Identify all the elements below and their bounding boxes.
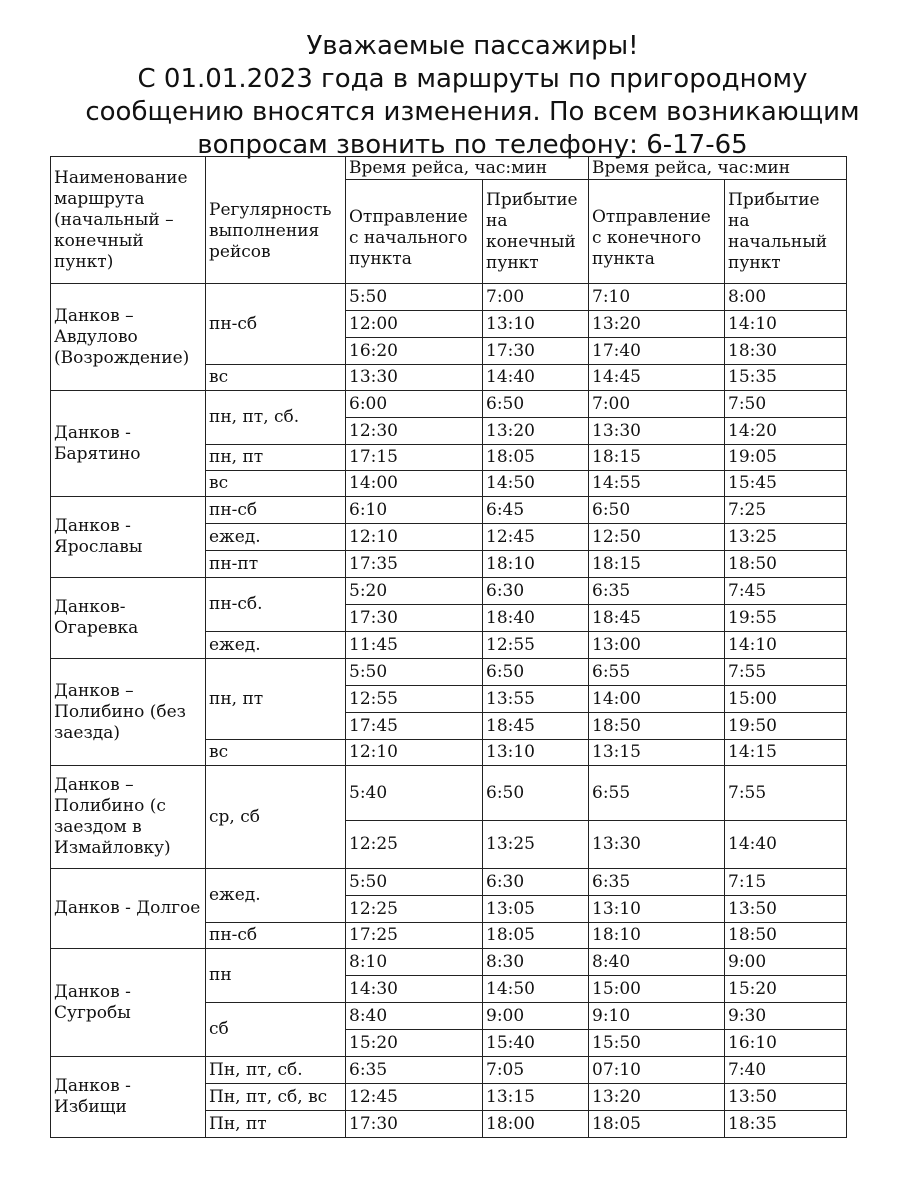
arrive-start-time: 14:10	[725, 632, 847, 659]
arrive-start-time: 15:00	[725, 686, 847, 713]
header-trip-time-return: Время рейса, час:мин	[589, 157, 847, 180]
depart-start-time: 5:40	[346, 766, 483, 821]
arrive-end-time: 6:45	[483, 497, 589, 524]
depart-start-time: 6:00	[346, 391, 483, 418]
regularity: Пн, пт, сб.	[206, 1057, 346, 1084]
schedule-row	[51, 391, 847, 418]
depart-end-time: 18:15	[589, 551, 725, 578]
depart-end-time: 9:10	[589, 1003, 725, 1030]
arrive-start-time: 14:40	[725, 821, 847, 869]
arrive-start-time: 15:35	[725, 365, 847, 391]
arrive-end-time: 13:55	[483, 686, 589, 713]
regularity: ежед.	[206, 869, 346, 923]
arrive-start-time: 19:50	[725, 713, 847, 740]
header-trip-time-outbound: Время рейса, час:мин	[346, 157, 589, 180]
depart-start-time: 17:45	[346, 713, 483, 740]
depart-start-time: 12:30	[346, 418, 483, 445]
arrive-end-time: 13:10	[483, 740, 589, 766]
depart-end-time: 7:10	[589, 284, 725, 311]
arrive-end-time: 9:00	[483, 1003, 589, 1030]
regularity: пн, пт	[206, 445, 346, 471]
arrive-end-time: 12:55	[483, 632, 589, 659]
depart-end-time: 6:55	[589, 659, 725, 686]
depart-end-time: 17:40	[589, 338, 725, 365]
depart-end-time: 13:15	[589, 740, 725, 766]
route-name: Данков - Ярославы	[51, 497, 206, 578]
schedule-row	[51, 949, 847, 976]
depart-end-time: 13:10	[589, 896, 725, 923]
arrive-start-time: 13:50	[725, 1084, 847, 1111]
regularity: пн-пт	[206, 551, 346, 578]
arrive-end-time: 6:30	[483, 578, 589, 605]
arrive-end-time: 18:45	[483, 713, 589, 740]
arrive-end-time: 13:05	[483, 896, 589, 923]
schedule-row	[51, 766, 847, 821]
arrive-end-time: 8:30	[483, 949, 589, 976]
arrive-start-time: 18:35	[725, 1111, 847, 1138]
regularity: ежед.	[206, 524, 346, 551]
route-name: Данков - Долгое	[51, 869, 206, 949]
arrive-start-time: 7:55	[725, 766, 847, 821]
arrive-end-time: 7:05	[483, 1057, 589, 1084]
schedule-row	[51, 284, 847, 311]
regularity: пн-сб	[206, 497, 346, 524]
arrive-end-time: 7:00	[483, 284, 589, 311]
arrive-end-time: 6:50	[483, 391, 589, 418]
depart-start-time: 17:25	[346, 923, 483, 949]
depart-end-time: 18:05	[589, 1111, 725, 1138]
notice-line: сообщению вносятся изменения. По всем возникающим	[85, 97, 860, 127]
schedule-row	[51, 578, 847, 605]
route-name: Данков – Полибино (с заездом в Измайловку)	[51, 766, 206, 869]
arrive-start-time: 13:50	[725, 896, 847, 923]
regularity: Пн, пт, сб, вс	[206, 1084, 346, 1111]
arrive-start-time: 18:30	[725, 338, 847, 365]
notice-phone-line: вопросам звонить по телефону: 6-17-65	[197, 130, 748, 160]
arrive-end-time: 18:40	[483, 605, 589, 632]
arrive-end-time: 18:05	[483, 923, 589, 949]
arrive-start-time: 7:25	[725, 497, 847, 524]
depart-start-time: 8:40	[346, 1003, 483, 1030]
arrive-start-time: 19:55	[725, 605, 847, 632]
depart-end-time: 12:50	[589, 524, 725, 551]
arrive-end-time: 17:30	[483, 338, 589, 365]
depart-start-time: 17:30	[346, 605, 483, 632]
depart-end-time: 7:00	[589, 391, 725, 418]
header-arrive-start: Прибытие на начальный пункт	[725, 180, 847, 284]
arrive-start-time: 14:10	[725, 311, 847, 338]
depart-start-time: 17:35	[346, 551, 483, 578]
arrive-end-time: 13:20	[483, 418, 589, 445]
depart-start-time: 14:00	[346, 471, 483, 497]
depart-start-time: 12:55	[346, 686, 483, 713]
regularity: пн-сб.	[206, 578, 346, 632]
arrive-start-time: 13:25	[725, 524, 847, 551]
depart-start-time: 16:20	[346, 338, 483, 365]
arrive-start-time: 14:20	[725, 418, 847, 445]
depart-start-time: 5:50	[346, 869, 483, 896]
arrive-end-time: 14:50	[483, 976, 589, 1003]
depart-start-time: 5:50	[346, 659, 483, 686]
depart-end-time: 8:40	[589, 949, 725, 976]
route-name: Данков- Огаревка	[51, 578, 206, 659]
arrive-start-time: 7:15	[725, 869, 847, 896]
arrive-end-time: 13:10	[483, 311, 589, 338]
arrive-end-time: 12:45	[483, 524, 589, 551]
regularity: пн-сб	[206, 284, 346, 365]
schedule-row	[51, 659, 847, 686]
arrive-end-time: 13:25	[483, 821, 589, 869]
depart-end-time: 6:50	[589, 497, 725, 524]
route-name: Данков - Барятино	[51, 391, 206, 497]
depart-end-time: 13:20	[589, 311, 725, 338]
depart-end-time: 18:50	[589, 713, 725, 740]
depart-end-time: 6:55	[589, 766, 725, 821]
arrive-start-time: 8:00	[725, 284, 847, 311]
arrive-end-time: 14:40	[483, 365, 589, 391]
regularity: вс	[206, 471, 346, 497]
schedule-row	[51, 1057, 847, 1084]
header-depart-start: Отправление с начального пункта	[346, 180, 483, 284]
depart-start-time: 12:10	[346, 740, 483, 766]
depart-start-time: 12:25	[346, 896, 483, 923]
arrive-start-time: 18:50	[725, 551, 847, 578]
route-name: Данков – Авдулово (Возрождение)	[51, 284, 206, 391]
depart-start-time: 5:20	[346, 578, 483, 605]
arrive-start-time: 7:40	[725, 1057, 847, 1084]
arrive-start-time: 15:45	[725, 471, 847, 497]
regularity: Пн, пт	[206, 1111, 346, 1138]
depart-start-time: 5:50	[346, 284, 483, 311]
depart-start-time: 11:45	[346, 632, 483, 659]
header-depart-end: Отправление с конечного пункта	[589, 180, 725, 284]
arrive-start-time: 15:20	[725, 976, 847, 1003]
depart-start-time: 6:10	[346, 497, 483, 524]
depart-end-time: 13:00	[589, 632, 725, 659]
depart-end-time: 15:00	[589, 976, 725, 1003]
route-name: Данков - Избищи	[51, 1057, 206, 1138]
regularity: вс	[206, 365, 346, 391]
arrive-start-time: 9:30	[725, 1003, 847, 1030]
regularity: ср, сб	[206, 766, 346, 869]
depart-end-time: 14:55	[589, 471, 725, 497]
header-row	[51, 157, 847, 180]
schedule-row	[51, 869, 847, 896]
depart-start-time: 12:25	[346, 821, 483, 869]
arrive-end-time: 18:10	[483, 551, 589, 578]
depart-start-time: 8:10	[346, 949, 483, 976]
depart-start-time: 15:20	[346, 1030, 483, 1057]
depart-start-time: 17:15	[346, 445, 483, 471]
regularity: вс	[206, 740, 346, 766]
regularity: пн, пт, сб.	[206, 391, 346, 445]
header-regularity: Регулярность выполнения рейсов	[206, 157, 346, 284]
arrive-end-time: 6:50	[483, 659, 589, 686]
regularity: пн	[206, 949, 346, 1003]
depart-end-time: 13:30	[589, 821, 725, 869]
arrive-start-time: 7:45	[725, 578, 847, 605]
route-name: Данков – Полибино (без заезда)	[51, 659, 206, 766]
arrive-start-time: 14:15	[725, 740, 847, 766]
arrive-end-time: 18:00	[483, 1111, 589, 1138]
depart-start-time: 6:35	[346, 1057, 483, 1084]
regularity: сб	[206, 1003, 346, 1057]
schedule-table	[50, 156, 847, 1138]
regularity: пн-сб	[206, 923, 346, 949]
arrive-start-time: 16:10	[725, 1030, 847, 1057]
arrive-end-time: 14:50	[483, 471, 589, 497]
regularity: ежед.	[206, 632, 346, 659]
regularity: пн, пт	[206, 659, 346, 740]
notice-heading	[40, 30, 905, 162]
schedule-body	[51, 157, 847, 1138]
depart-start-time: 13:30	[346, 365, 483, 391]
schedule-row	[51, 497, 847, 524]
depart-end-time: 18:10	[589, 923, 725, 949]
depart-end-time: 07:10	[589, 1057, 725, 1084]
depart-end-time: 14:00	[589, 686, 725, 713]
arrive-end-time: 15:40	[483, 1030, 589, 1057]
arrive-end-time: 6:50	[483, 766, 589, 821]
arrive-start-time: 7:55	[725, 659, 847, 686]
depart-end-time: 15:50	[589, 1030, 725, 1057]
depart-start-time: 14:30	[346, 976, 483, 1003]
notice-line: С 01.01.2023 года в маршруты по пригородному	[137, 64, 808, 94]
depart-end-time: 18:45	[589, 605, 725, 632]
depart-end-time: 18:15	[589, 445, 725, 471]
depart-start-time: 17:30	[346, 1111, 483, 1138]
depart-end-time: 14:45	[589, 365, 725, 391]
depart-end-time: 13:30	[589, 418, 725, 445]
depart-start-time: 12:00	[346, 311, 483, 338]
depart-start-time: 12:10	[346, 524, 483, 551]
route-name: Данков - Сугробы	[51, 949, 206, 1057]
depart-end-time: 6:35	[589, 578, 725, 605]
arrive-end-time: 18:05	[483, 445, 589, 471]
depart-start-time: 12:45	[346, 1084, 483, 1111]
depart-end-time: 13:20	[589, 1084, 725, 1111]
arrive-end-time: 13:15	[483, 1084, 589, 1111]
notice-greeting: Уважаемые пассажиры!	[306, 31, 639, 61]
header-arrive-end: Прибытие на конечный пункт	[483, 180, 589, 284]
header-route: Наименование маршрута (начальный – конечный пункт)	[51, 157, 206, 284]
arrive-start-time: 7:50	[725, 391, 847, 418]
depart-end-time: 6:35	[589, 869, 725, 896]
arrive-end-time: 6:30	[483, 869, 589, 896]
arrive-start-time: 19:05	[725, 445, 847, 471]
arrive-start-time: 9:00	[725, 949, 847, 976]
arrive-start-time: 18:50	[725, 923, 847, 949]
